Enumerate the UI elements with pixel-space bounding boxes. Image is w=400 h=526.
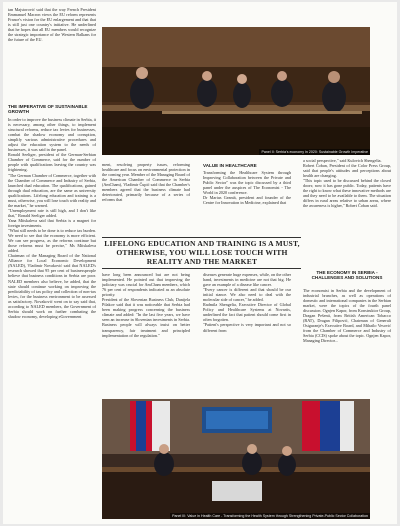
- healthcare-panel-image: [102, 399, 370, 519]
- lower-column-1: have long been announced but are not being implemented. He pointed out that improving the judiciary was crucial for AmCham members, which 76 per cent of respondents indicated as an absolute priority. President of the Slovenian Business Club, Danijela Pilakov said that it was noticeable that Serbia had been making progress concerning the business climate and added: "In the last five years, we have seen an increase in Slovenian investments in Serbia. Business people will always insist on better transparency, fair treatment and principled implementation of the regulation.": [102, 272, 190, 338]
- panel-photo-top: [102, 27, 370, 155]
- conference-panel-image: [102, 27, 370, 155]
- heading-sustainable-growth: THE IMPERATIVE OF SUSTAINABLE GROWTH: [8, 104, 88, 115]
- right-column-top-text: a social perspective," said Kulovich Shengelia. Robert Čoban, President of the Color Press Group, said that people's attitudes and perceptions about health are changing. "This topic used to be discussed behind the closed doors; now it has gone public. Today, patients have the right to know what these innovative methods are and they need to be available to them. The situation differs in rural areas relative to urban areas, where the awareness is higher," Robert Čoban said.: [303, 158, 391, 209]
- magazine-page: [3, 2, 397, 524]
- heading-value-in-healthcare: VALUE IN HEALTHCARE: [203, 163, 257, 168]
- heading-economy-in-serbia: THE ECONOMY IN SERBIA - CHALLENGES AND SOLUTIONS: [311, 270, 383, 281]
- panel-photo-bottom: [102, 399, 370, 519]
- left-column-body: In order to improve the business climate in Serbia, it is necessary, among other things, to implement structural reforms, reduce tax levies for businesses, combat the shadow economy and corruption, simplify various administrative procedures and adjust the education system to the needs of businesses, it was said in the panel. Ronald Seeliger, president of the German-Serbian Chamber of Commerce, said for the number of people with qualifications leaving the country was frightening. "The German Chamber of Commerce, together with the Chamber of Commerce and Industry of Serbia, launched dual education. The qualifications, gained through dual education, are the same as university qualifications. Lifelong education and training is a must, otherwise, you will lose touch with reality and the market," he warned. "Unemployment rate is still high, and I don't like that," Ronald Seeliger added. Yana Mitskaleva said that Serbia is a magnet for foreign investments. "What still needs to be done is to reduce tax burden. We need to see that the economy is more efficient. We can see progress, as the reforms continue but those reforms must be precise," Ms Mitskaleva added. Chairman of the Managing Board of the National Alliance for Local Economic Development (NALED), Vladimir Novaković said that NALED's research showed that 95 per cent of businesspeople believe that business conditions in Serbia are poor. NALED members also believe, he added, that the state should continue working on improving the predictability of tax policy and collection of non-tax levies, for the business environment to be assessed as satisfactory. Novaković went on to say said that, according to NALED members, the Government of Serbia should work on further combating the shadow economy, developing eGovernment: [8, 117, 96, 319]
- photo-bottom-caption: Panel III: Value in Health Care - Transforming the Health System through Strengthening Private-Public Sector Collaboration: [172, 514, 368, 518]
- pull-quote-rule-bottom: [102, 268, 301, 269]
- middle-column-text: ment, resolving property issues, reforming healthcare and focus on environmental protection in the coming year. Member of the Managing Board of the American Chamber of Commerce in Serbia (AmCham), Vladimir Čupić said that the Chamber's members agreed that the business climate had deteriorated, primarily because of a series of reforms that: [102, 162, 190, 203]
- photo-top-caption: Panel II: Serbia's economy in 2020: Sustainable Growth Imperative: [261, 150, 368, 154]
- lower-column-2: diseases generate huge expenses, while, on the other hand, investments in medicine are not that big. He gave an example of a disease like cancer. "Every cancer is different and that should be our initial stance. We also need to deal with the molecular side of cancer," he added. Radmila Shengelia, Executive Director of Global Policy and Healthcare Systems at Novartis, underlined the fact that patient should come first in often forgotten. "Patient's perspective is very important and not so different from: [203, 272, 291, 333]
- lower-column-3: The economist in Serbia and the development of industrial branches, as well as operations of domestic and international companies in the Serbian market, were the topics of the fourth panel discussion. Ognjen Kapor, from Konstruktor Group, Dragan Pešenti, from British American Tobacco (BAT), Dragan Filipović, Chairman of Generali Osiguranje's Executive Board, and Mihailo Vesović from the Chamber of Commerce and Industry of Serbia (CCIS) spoke about the topic. Ognjen Kapor, Managing Director...: [303, 288, 391, 344]
- left-column-intro: ian Majstorović said that the way French President Emmanuel Macron views the EU reform represents France's vision for the EU enlargement and that that is still just one country's initiative. He underlined that he hopes that all EU members would recognize the strategic importance of the Western Balkans for the future of the EU.: [8, 7, 96, 43]
- pull-quote-rule-top: [102, 237, 301, 238]
- pull-quote: LIFELONG EDUCATION AND TRAINING IS A MUST, OTHERWISE, YOU WILL LOSE TOUCH WITH REALITY AND THE MARKET: [104, 239, 300, 266]
- middle-right-column-text: Transforming the Healthcare System through Improving Collaboration between the Private and Public Sector" was the topic discussed by a third panel under the auspices of The Economist - The World in 2020 conference. Dr Marius Geantă, president and founder of the Centre for Innovation in Medicine, explained that: [203, 170, 291, 206]
